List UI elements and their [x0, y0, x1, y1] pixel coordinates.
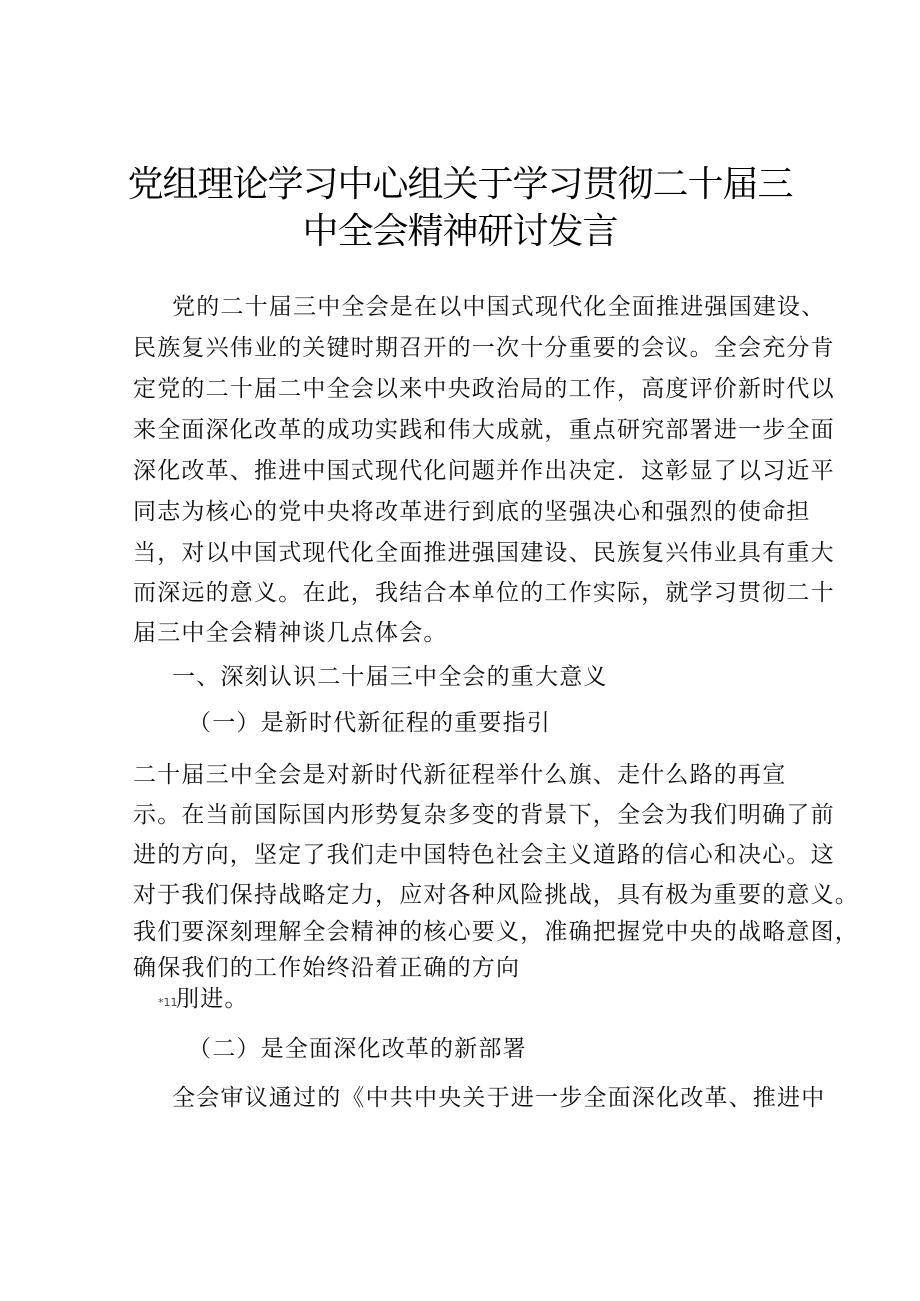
- paragraph-2-tail: 刖进。: [176, 986, 249, 1012]
- paragraph-1-line-7: 当，对以中国式现代化全面推进强国建设、民族复兴伟业具有重大: [133, 540, 835, 566]
- paragraph-1-line-5: 深化改革、推进中国式现代化问题并作出决定．这彰显了以习近平: [133, 458, 835, 484]
- paragraph-2-line-4: 对于我们保持战略定力，应对各种风险挑战，具有极为重要的意义。: [133, 882, 859, 908]
- document-title-line-2: 中全会精神研讨发言: [302, 211, 618, 252]
- paragraph-1-line-4: 来全面深化改革的成功实践和伟大成就，重点研究部署进一步全面: [133, 417, 835, 443]
- paragraph-1-line-3: 定党的二十届二中全会以来中央政治局的工作，高度评价新时代以: [133, 376, 835, 402]
- paragraph-1-line-1: 党的二十届三中全会是在以中国式现代化全面推进强国建设、: [172, 294, 826, 320]
- document-title-line-1: 党组理论学习中心组关于学习贯彻二十届三: [127, 164, 793, 205]
- paragraph-1-line-8: 而深远的意义。在此，我结合本单位的工作实际，就学习贯彻二十: [133, 580, 835, 606]
- subsection-heading-2: （二）是全面深化改革的新部署: [188, 1036, 527, 1062]
- paragraph-1-line-6: 同志为核心的党中央将改革进行到底的坚强决心和强烈的使命担: [133, 499, 811, 525]
- paragraph-2-line-3: 进的方向，坚定了我们走中国特色社会主义道路的信心和决心。这: [133, 842, 835, 868]
- paragraph-2-line-6: 确保我们的工作始终沿着正确的方向: [133, 955, 521, 981]
- stray-scan-mark: *11: [158, 996, 178, 1009]
- paragraph-3-line-1: 全会审议通过的《中共中央关于进一步全面深化改革、推进中: [172, 1085, 826, 1111]
- paragraph-2-line-1: 二十届三中全会是对新时代新征程举什么旗、走什么路的再宣: [133, 762, 787, 788]
- subsection-heading-1: （一）是新时代新征程的重要指引: [188, 710, 551, 736]
- paragraph-2-line-2: 示。在当前国际国内形势复杂多变的背景下，全会为我们明确了前: [133, 802, 835, 828]
- paragraph-1-line-2: 民族复兴伟业的关键时期召开的一次十分重要的会议。全会充分肯: [133, 335, 835, 361]
- section-heading-1: 一、深刻认识二十届三中全会的重大意义: [172, 664, 608, 690]
- paragraph-1-line-9: 届三中全会精神谈几点体会。: [133, 620, 448, 646]
- paragraph-2-line-5: 我们要深刻理解全会精神的核心要义，准确把握党中央的战略意图，: [133, 919, 859, 945]
